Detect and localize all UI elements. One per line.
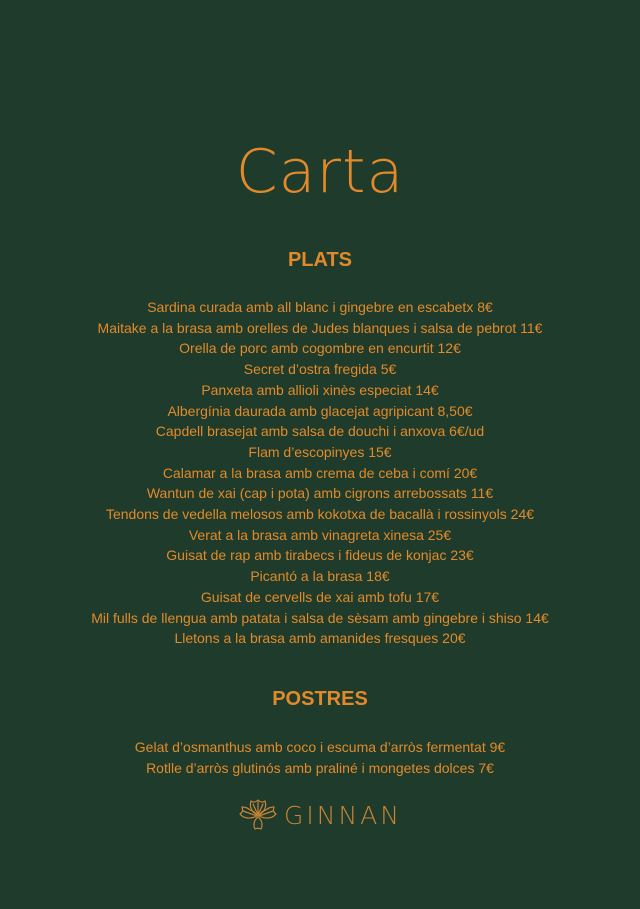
list-item: Albergínia daurada amb glacejat agripicant 8,50€ xyxy=(167,402,473,419)
list-item: Flam d’escopinyes 15€ xyxy=(248,443,392,460)
plats-list xyxy=(0,297,640,649)
page-title: Carta xyxy=(235,137,405,207)
list-item: Secret d’ostra fregida 5€ xyxy=(243,361,397,378)
postres-list xyxy=(0,737,640,778)
list-item: Gelat d’osmanthus amb coco i escuma d’arròs fermentat 9€ xyxy=(134,739,506,755)
list-item: Guisat de rap amb tirabecs i fideus de konjac 23€ xyxy=(166,547,474,564)
list-item: Mil fulls de llengua amb patata i salsa de sèsam amb gingebre i shiso 14€ xyxy=(91,609,549,626)
brand-name: GINNAN xyxy=(284,800,402,830)
ginkgo-leaf-icon xyxy=(238,798,278,832)
list-item: Wantun de xai (cap i pota) amb cigrons arrebossats 11€ xyxy=(146,485,494,502)
list-item: Panxeta amb allioli xinès especiat 14€ xyxy=(201,381,439,398)
list-item: Maitake a la brasa amb orelles de Judes blanques i salsa de pebrot 11€ xyxy=(97,319,543,336)
list-item: Sardina curada amb all blanc i gingebre en escabetx 8€ xyxy=(147,299,493,315)
list-item: Capdell brasejat amb salsa de douchi i anxova 6€/ud xyxy=(155,423,485,440)
section-heading-plats: PLATS xyxy=(287,249,353,271)
list-item: Orella de porc amb cogombre en encurtit 12€ xyxy=(179,340,461,357)
section-heading-postres: POSTRES xyxy=(272,688,368,710)
list-item: Guisat de cervells de xai amb tofu 17€ xyxy=(200,588,440,605)
list-item: Verat a la brasa amb vinagreta xinesa 25€ xyxy=(188,526,452,543)
list-item: Tendons de vedella melosos amb kokotxa de bacallà i rossinyols 24€ xyxy=(105,506,535,523)
brand-logo xyxy=(0,797,640,833)
list-item: Lletons a la brasa amb amanides fresques 20€ xyxy=(174,630,466,647)
list-item: Calamar a la brasa amb crema de ceba i comí 20€ xyxy=(162,464,478,481)
list-item: Rotlle d’arròs glutinós amb praliné i mongetes dolces 7€ xyxy=(146,759,494,776)
list-item: Picantó a la brasa 18€ xyxy=(250,568,390,585)
